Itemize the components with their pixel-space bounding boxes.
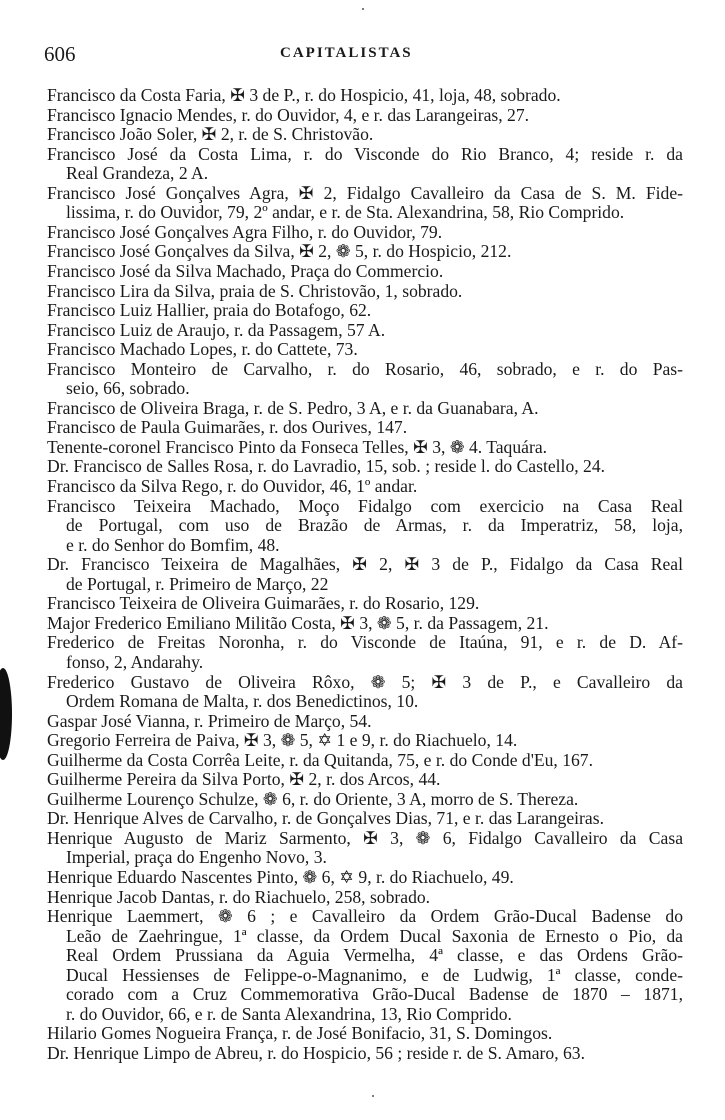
entry-line: Henrique Eduardo Nascentes Pinto, ❁ 6, ✡ 9, r. do Riachuelo, 49. (47, 867, 514, 887)
entry-line: Francisco Monteiro de Carvalho, r. do Rosario, 46, sobrado, e r. do Pas- (47, 359, 683, 379)
entry-continuation-line: Real Ordem Prussiana da Aguia Vermelha, 4ª classe, e das Ordens Grão- (66, 946, 683, 966)
entry-line: Francisco Ignacio Mendes, r. do Ouvidor, 4, e r. das Larangeiras, 27. (47, 104, 530, 125)
entry-continuation-line: seio, 66, sobrado. (66, 378, 190, 399)
entry-line: Frederico de Freitas Noronha, r. do Visconde de Itaúna, 91, e r. de D. Af- (47, 633, 683, 653)
entry-continuation-line: fonso, 2, Andarahy. (66, 651, 204, 672)
entry-continuation-line: Ordem Romana de Malta, r. dos Benedictinos, 10. (66, 691, 419, 712)
entry-continuation-line: Real Grandeza, 2 A. (66, 163, 209, 184)
entry-continuation-line: corado com a Cruz Commemorativa Grão-Ducal Badense de 1870 – 1871, (66, 985, 683, 1005)
entry-continuation-line: de Portugal, r. Primeiro de Março, 22 (66, 573, 329, 594)
entry-line: Dr. Henrique Limpo de Abreu, r. do Hospicio, 56 ; reside r. de S. Amaro, 63. (47, 1042, 585, 1063)
entry-line: Francisco José da Silva Machado, Praça do Commercio. (47, 260, 444, 281)
running-head: CAPITALISTAS (280, 45, 413, 61)
entry-line: Francisco da Silva Rego, r. do Ouvidor, 46, 1º andar. (47, 476, 418, 496)
entry-line: Gregorio Ferreira de Paiva, ✠ 3, ❁ 5, ✡ 1 e 9, r. do Riachuelo, 14. (47, 730, 518, 751)
entry-line: Francisco José da Costa Lima, r. do Visconde do Rio Branco, 4; reside r. da (47, 144, 683, 164)
entry-line: Guilherme Lourenço Schulze, ❁ 6, r. do Oriente, 3 A, morro de S. Thereza. (47, 788, 579, 809)
entry-line: Francisco Lira da Silva, praia de S. Christovão, 1, sobrado. (47, 280, 463, 301)
entry-line: Francisco de Oliveira Braga, r. de S. Pedro, 3 A, e r. da Guanabara, A. (47, 397, 539, 418)
entry-line: Henrique Jacob Dantas, r. do Riachuelo, 258, sobrado. (47, 886, 431, 907)
entry-line: Hilario Gomes Nogueira França, r. de José Bonifacio, 31, S. Domingos. (47, 1023, 553, 1044)
entry-continuation-line: lissima, r. do Ouvidor, 79, 2º andar, e r. de Sta. Alexandrina, 58, Rio Comprido. (66, 202, 625, 223)
entry-line: Guilherme da Costa Corrêa Leite, r. da Quitanda, 75, e r. do Conde d'Eu, 167. (47, 749, 593, 770)
entry-line: Major Frederico Emiliano Militão Costa, ✠ 3, ❁ 5, r. da Passagem, 21. (47, 612, 549, 633)
entry-line: Francisco José Gonçalves Agra, ✠ 2, Fidalgo Cavalleiro da Casa de S. M. Fide- (47, 183, 683, 203)
entry-line: Henrique Laemmert, ❁ 6 ; e Cavalleiro da Ordem Grão-Ducal Badense do (47, 907, 683, 927)
entry-line: Francisco da Costa Faria, ✠ 3 de P., r. do Hospicio, 41, loja, 48, sobrado. (47, 85, 561, 105)
entry-line: Guilherme Pereira da Silva Porto, ✠ 2, r. dos Arcos, 44. (47, 769, 441, 790)
entry-continuation-line: Leão de Zaehringue, 1ª classe, da Ordem Ducal Saxonia de Ernesto o Pio, da (66, 926, 683, 946)
entry-line: Francisco João Soler, ✠ 2, r. de S. Christovão. (47, 124, 374, 145)
entry-continuation-line: Imperial, praça do Engenho Novo, 3. (66, 847, 327, 868)
entry-continuation-line: Ducal Hessienses de Felippe-o-Magnanimo, e de Ludwig, 1ª classe, conde- (66, 965, 683, 985)
entry-line: Dr. Henrique Alves de Carvalho, r. de Gonçalves Dias, 71, e r. das Larangeiras. (47, 808, 604, 829)
entry-line: Francisco de Paula Guimarães, r. dos Ourives, 147. (47, 417, 408, 438)
entry-line: Francisco Teixeira de Oliveira Guimarães, r. do Rosario, 129. (47, 593, 480, 614)
entry-line: Tenente-coronel Francisco Pinto da Fonseca Telles, ✠ 3, ❁ 4. Taquára. (47, 436, 548, 457)
entry-line: Dr. Francisco Teixeira de Magalhães, ✠ 2, ✠ 3 de P., Fidalgo da Casa Real (47, 555, 683, 575)
ink-blot (0, 668, 12, 760)
entry-line: Francisco Luiz Hallier, praia do Botafogo, 62. (47, 300, 372, 321)
entry-line: Henrique Augusto de Mariz Sarmento, ✠ 3, ❁ 6, Fidalgo Cavalleiro da Casa (47, 828, 683, 848)
entry-continuation-line: r. do Ouvidor, 66, e r. de Santa Alexandrina, 13, Rio Comprido. (66, 1003, 512, 1024)
entry-continuation-line: e r. do Senhor do Bomfim, 48. (66, 534, 280, 555)
entry-line: Frederico Gustavo de Oliveira Rôxo, ❁ 5; ✠ 3 de P., e Cavalleiro da (47, 672, 683, 692)
entry-line: Dr. Francisco de Salles Rosa, r. do Lavradio, 15, sob. ; reside l. do Castello, 24. (47, 456, 606, 477)
entry-line: Francisco José Gonçalves da Silva, ✠ 2, ❁ 5, r. do Hospicio, 212. (47, 241, 512, 262)
page-number: 606 (44, 42, 76, 66)
entry-line: Francisco José Gonçalves Agra Filho, r. do Ouvidor, 79. (47, 221, 443, 242)
entry-line: Gaspar José Vianna, r. Primeiro de Março, 54. (47, 710, 372, 731)
speck (362, 8, 364, 10)
entry-line: Francisco Teixeira Machado, Moço Fidalgo com exercicio na Casa Real (47, 496, 683, 516)
entry-line: Francisco Luiz de Araujo, r. da Passagem, 57 A. (47, 319, 386, 340)
entry-continuation-line: de Portugal, com uso de Brazão de Armas, r. da Imperatriz, 58, loja, (66, 516, 683, 536)
entry-line: Francisco Machado Lopes, r. do Cattete, 73. (47, 339, 358, 360)
speck (372, 1095, 374, 1097)
